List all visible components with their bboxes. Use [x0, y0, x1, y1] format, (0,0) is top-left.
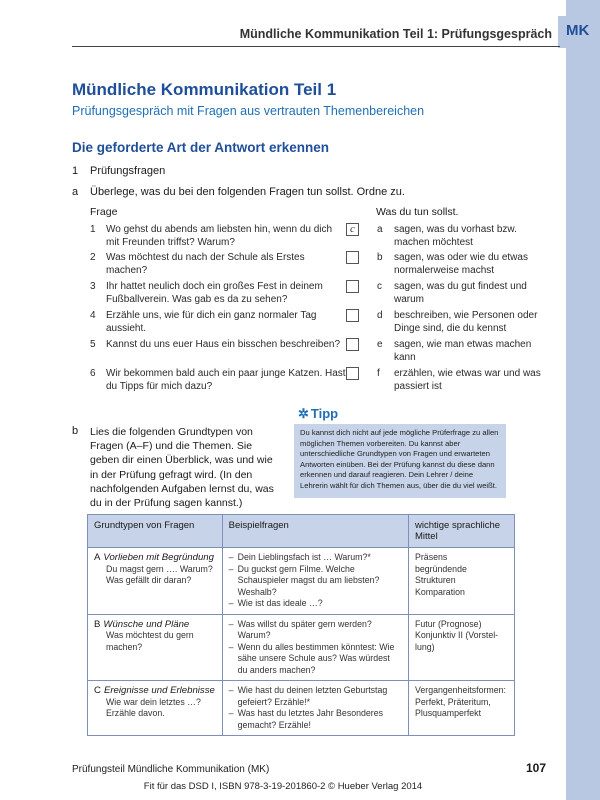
option-text: sagen, was du gut findest und warum	[394, 281, 527, 306]
means-line: begründende Strukturen	[415, 563, 467, 585]
table-row	[88, 548, 515, 615]
question-number: 3	[90, 281, 96, 292]
option-text: beschreiben, wie Personen oder Dinge sind, die du kennst	[394, 310, 538, 335]
footer-section-label: Prüfungsteil Mündliche Kommunikation (MK)	[72, 764, 270, 775]
page-subtitle: Prüfungsgespräch mit Fragen aus vertrauten Themenbereichen	[72, 104, 425, 118]
tipp-box: Du kannst dich nicht auf jede mögliche Prüferfrage zu allen möglichen Themen vorbereiten. Du kannst aber unterschiedliche Grundtypen von Fragen und erwarteten Antworten einüben. Bei der Prüfung kannst du diese dann erkennen und darauf reagieren. Dein Lehrer / deine Lehrerin wählt für dich Themen aus, über die du viel weißt.	[294, 424, 506, 498]
option-letter: f	[377, 368, 380, 379]
means-line: Präsens	[415, 552, 448, 562]
option-text: erzählen, wie etwas war und was passiert ist	[394, 368, 541, 393]
option-letter: a	[377, 224, 383, 235]
means-line: Futur (Prognose)	[415, 618, 482, 629]
question-number: 1	[90, 224, 96, 235]
part-a-label: a	[72, 186, 79, 198]
row-letter: B	[94, 618, 101, 630]
row-type-sub: Wie war dein letztes …? Erzähle davon.	[106, 696, 201, 718]
option-text: sagen, was oder wie du etwas normalerweise machst	[394, 252, 528, 277]
footer-isbn: Fit für das DSD I, ISBN 978-3-19-201860-2 © Hueber Verlag 2014	[143, 781, 423, 792]
row-type-sub: Du magst gern …. Warum? Was gefällt dir daran?	[106, 563, 213, 585]
example-item: – Was willst du später gern werden? Warum?	[229, 619, 402, 642]
question-text: Was möchtest du nach der Schule als Erstes machen?	[106, 252, 305, 277]
table-cell-examples	[222, 614, 408, 681]
option-text: sagen, wie man etwas machen kann	[394, 339, 532, 364]
table-cell-means	[409, 614, 515, 681]
answer-box[interactable]	[346, 338, 359, 351]
answer-box[interactable]	[346, 367, 359, 380]
option-letter: d	[377, 310, 383, 321]
header-rule	[72, 46, 560, 47]
part-b-label: b	[72, 425, 79, 437]
answer-box[interactable]	[346, 280, 359, 293]
table-header: Beispielfragen	[222, 515, 408, 548]
tipp-star-icon: ✲	[298, 406, 309, 421]
table-cell-type	[88, 681, 223, 736]
column-header-tun: Was du tun sollst.	[376, 206, 459, 218]
table-cell-examples	[222, 548, 408, 615]
means-line: Vergangenheitsformen:	[415, 685, 506, 695]
example-item: – Wie hast du deinen letzten Geburtstag gefeiert? Erzähle!*	[229, 685, 402, 708]
page-number: 107	[526, 761, 547, 775]
question-text: Wir bekommen bald auch ein paar junge Katzen. Hast du Tipps für mich dazu?	[106, 368, 346, 393]
row-type-sub: Was möchtest du gern machen?	[106, 630, 194, 652]
means-line: Komparation	[415, 586, 465, 597]
answer-box[interactable]	[346, 251, 359, 264]
running-head: Mündliche Kommunikation Teil 1: Prüfungsgespräch	[239, 27, 552, 41]
tipp-heading	[298, 406, 338, 422]
example-item: – Was hast du letztes Jahr Besonderes gemacht? Erzähle!	[229, 708, 402, 731]
table-cell-means	[409, 548, 515, 615]
question-text: Erzähle uns, wie für dich ein ganz normaler Tag aussieht.	[106, 310, 317, 335]
column-header-frage: Frage	[90, 206, 118, 218]
example-item: – Du guckst gern Filme. Welche Schauspieler magst du am liebsten? Weshalb?	[229, 564, 402, 599]
example-item: – Wie ist das ideale …?	[229, 598, 402, 610]
table-row	[88, 614, 515, 681]
part-b-instruction: Lies die folgenden Grundtypen von Fragen (A–F) und die Themen. Sie geben dir einen Überblick, was und wie in der Prüfung gefragt wird. (In den nachfolgenden Aufgaben lernst du, was du in der Prüfung sagen kannst.)	[90, 426, 274, 510]
row-letter: C	[94, 685, 101, 696]
option-text: sagen, was du vorhast bzw. machen möchtest	[394, 224, 517, 249]
section-title: Die geforderte Art der Antwort erkennen	[72, 140, 330, 155]
answer-box[interactable]: c	[346, 223, 359, 236]
row-letter: A	[94, 552, 101, 563]
table-cell-examples	[222, 681, 408, 736]
exercise-label: Prüfungsfragen	[90, 165, 166, 177]
table-cell-means	[409, 681, 515, 736]
row-type: Ereignisse und Erlebnisse	[103, 685, 215, 696]
question-text: Wo gehst du abends am liebsten hin, wenn du dich mit Freunden triffst? Warum?	[106, 224, 333, 249]
question-text: Ihr hattet neulich doch ein großes Fest in deinem Fußballverein. Was gab es da zu sehen?	[106, 281, 323, 306]
page-title: Mündliche Kommunikation Teil 1	[72, 80, 337, 99]
table-header: Grundtypen von Fragen	[88, 515, 223, 548]
question-text: Kannst du uns euer Haus ein bisschen beschreiben?	[106, 339, 341, 350]
exercise-number: 1	[72, 165, 79, 177]
question-number: 2	[90, 252, 96, 263]
row-type: Wünsche und Pläne	[103, 618, 190, 630]
question-number: 6	[90, 368, 96, 379]
means-line: lung)	[415, 641, 435, 652]
tipp-heading-text: Tipp	[310, 406, 339, 421]
means-line: Perfekt, Präteritum,	[415, 696, 491, 707]
means-line: Plusquamperfekt	[415, 708, 482, 718]
option-letter: b	[377, 252, 383, 263]
side-margin-bar	[566, 0, 600, 800]
row-type: Vorlieben mit Begründung	[103, 552, 214, 563]
example-item: – Wenn du alles bestimmen könntest: Wie sähe unsere Schule aus? Was würdest du anders machen?	[229, 642, 402, 677]
answer-box[interactable]	[346, 309, 359, 322]
table-header-row	[88, 515, 515, 548]
means-line: Konjunktiv II (Vorstel-	[415, 630, 499, 640]
table-row	[88, 681, 515, 736]
question-number: 5	[90, 339, 96, 350]
part-a-instruction: Überlege, was du bei den folgenden Fragen tun sollst. Ordne zu.	[90, 186, 405, 198]
question-types-table	[87, 514, 515, 736]
option-letter: c	[377, 281, 382, 292]
example-item: – Dein Lieblingsfach ist … Warum?*	[229, 552, 402, 564]
table-cell-type	[88, 548, 223, 615]
option-letter: e	[377, 339, 383, 350]
table-header: wichtige sprachliche Mittel	[409, 515, 515, 548]
question-number: 4	[90, 310, 96, 321]
section-tab-label: MK	[566, 22, 590, 39]
section-tab	[558, 16, 600, 48]
table-cell-type	[88, 614, 223, 681]
